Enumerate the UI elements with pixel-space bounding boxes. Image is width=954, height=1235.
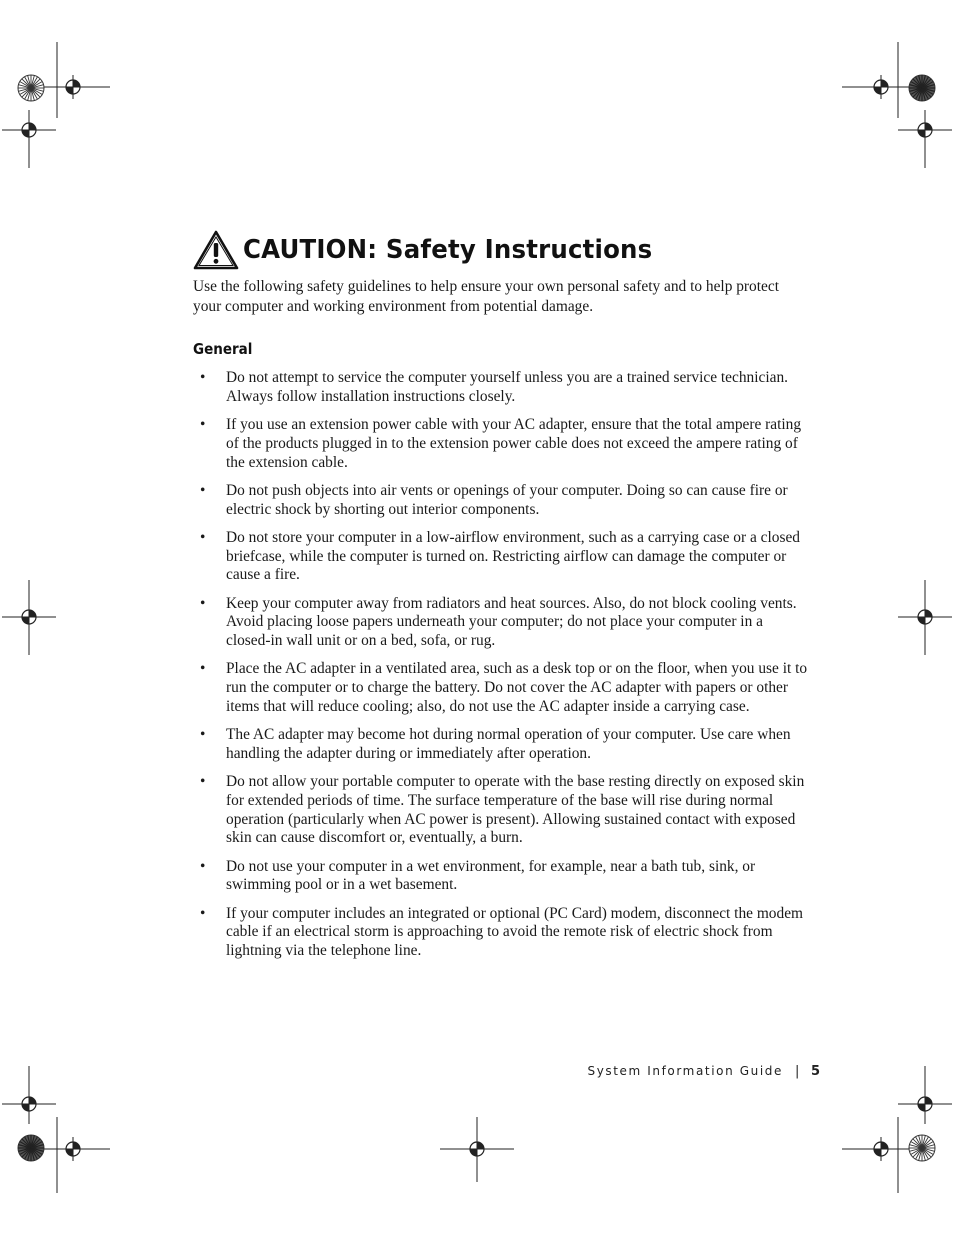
page-title: CAUTION: Safety Instructions	[243, 235, 653, 265]
bullet-icon: •	[200, 904, 206, 922]
star-target-icon	[18, 1135, 44, 1161]
bullet-icon: •	[200, 415, 206, 433]
list-item-text: Do not allow your portable computer to operate with the base resting directly on exposed skin for extended periods of time. The surface temperature of the base will rise during normal operation (particularly when AC power is present). Allowing sustained contact with exposed skin can cause discomfort or, eventually, a burn.	[226, 773, 805, 847]
list-item	[193, 773, 808, 848]
list-item	[193, 529, 808, 585]
bullet-icon: •	[200, 857, 206, 875]
caution-heading	[193, 230, 679, 270]
page-number: 5	[810, 1063, 820, 1079]
registration-mark-icon	[61, 1137, 85, 1161]
list-item	[193, 660, 808, 716]
guide-name: System Information Guide	[587, 1064, 783, 1078]
bullet-icon: •	[200, 481, 206, 499]
bullet-icon: •	[200, 528, 206, 546]
list-item	[193, 416, 808, 472]
bullet-icon: •	[200, 773, 206, 791]
safety-guidelines-list	[193, 369, 808, 970]
list-item-text: Keep your computer away from radiators and heat sources. Also, do not block cooling vents. Avoid placing loose papers underneath your computer; do not place your computer in a closed-in wall unit or on a bed, sofa, or rug.	[226, 594, 797, 650]
list-item	[193, 482, 808, 520]
list-item-text: Place the AC adapter in a ventilated area, such as a desk top or on the floor, when you use it to run the computer or to charge the battery. Do not cover the AC adapter with papers or other items that will reduce cooling; also, do not use the AC adapter inside a carrying case.	[226, 660, 808, 715]
bullet-icon: •	[200, 594, 206, 612]
footer-separator: |	[794, 1063, 801, 1079]
list-item-text: Do not store your computer in a low-airflow environment, such as a carrying case or a closed briefcase, while the computer is turned on. Restricting airflow can damage the computer or cause a fire.	[226, 528, 800, 584]
list-item-text: If you use an extension power cable with your AC adapter, ensure that the total ampere rating of the products plugged in to the extension power cable does not exceed the ampere rating of the extension cable.	[226, 415, 802, 471]
list-item-text: If your computer includes an integrated or optional (PC Card) modem, disconnect the modem cable if an electrical storm is approaching to avoid the remote risk of electric shock from lightning via the telephone line.	[226, 904, 803, 960]
page-footer	[587, 1061, 820, 1081]
registration-mark-icon	[61, 75, 85, 99]
star-target-icon	[909, 1135, 935, 1161]
bullet-icon: •	[200, 660, 206, 678]
bullet-icon: •	[200, 369, 206, 386]
section-heading-general: General	[193, 340, 253, 358]
warning-triangle-icon	[193, 230, 239, 270]
bullet-icon: •	[200, 726, 206, 744]
list-item-text: Do not use your computer in a wet environment, for example, near a bath tub, sink, or swimming pool or in a wet basement.	[226, 857, 756, 894]
star-target-icon	[18, 75, 44, 101]
list-item	[193, 369, 808, 407]
list-item	[193, 858, 808, 896]
list-item	[193, 595, 808, 651]
registration-mark-icon	[869, 1137, 893, 1161]
intro-paragraph: Use the following safety guidelines to help ensure your own personal safety and to help protect your computer and working environment from potential damage.	[193, 278, 779, 315]
list-item	[193, 726, 808, 764]
list-item-text: Do not attempt to service the computer yourself unless you are a trained service technician. Always follow installation instructions closely.	[226, 369, 788, 405]
list-item-text: Do not push objects into air vents or openings of your computer. Doing so can cause fire or electric shock by shorting out interior components.	[226, 481, 788, 518]
registration-mark-icon	[465, 1137, 489, 1161]
list-item-text: The AC adapter may become hot during normal operation of your computer. Use care when handling the adapter during or immediately after operation.	[226, 726, 791, 762]
registration-mark-icon	[869, 75, 893, 99]
star-target-icon	[909, 75, 935, 101]
list-item	[193, 905, 808, 961]
